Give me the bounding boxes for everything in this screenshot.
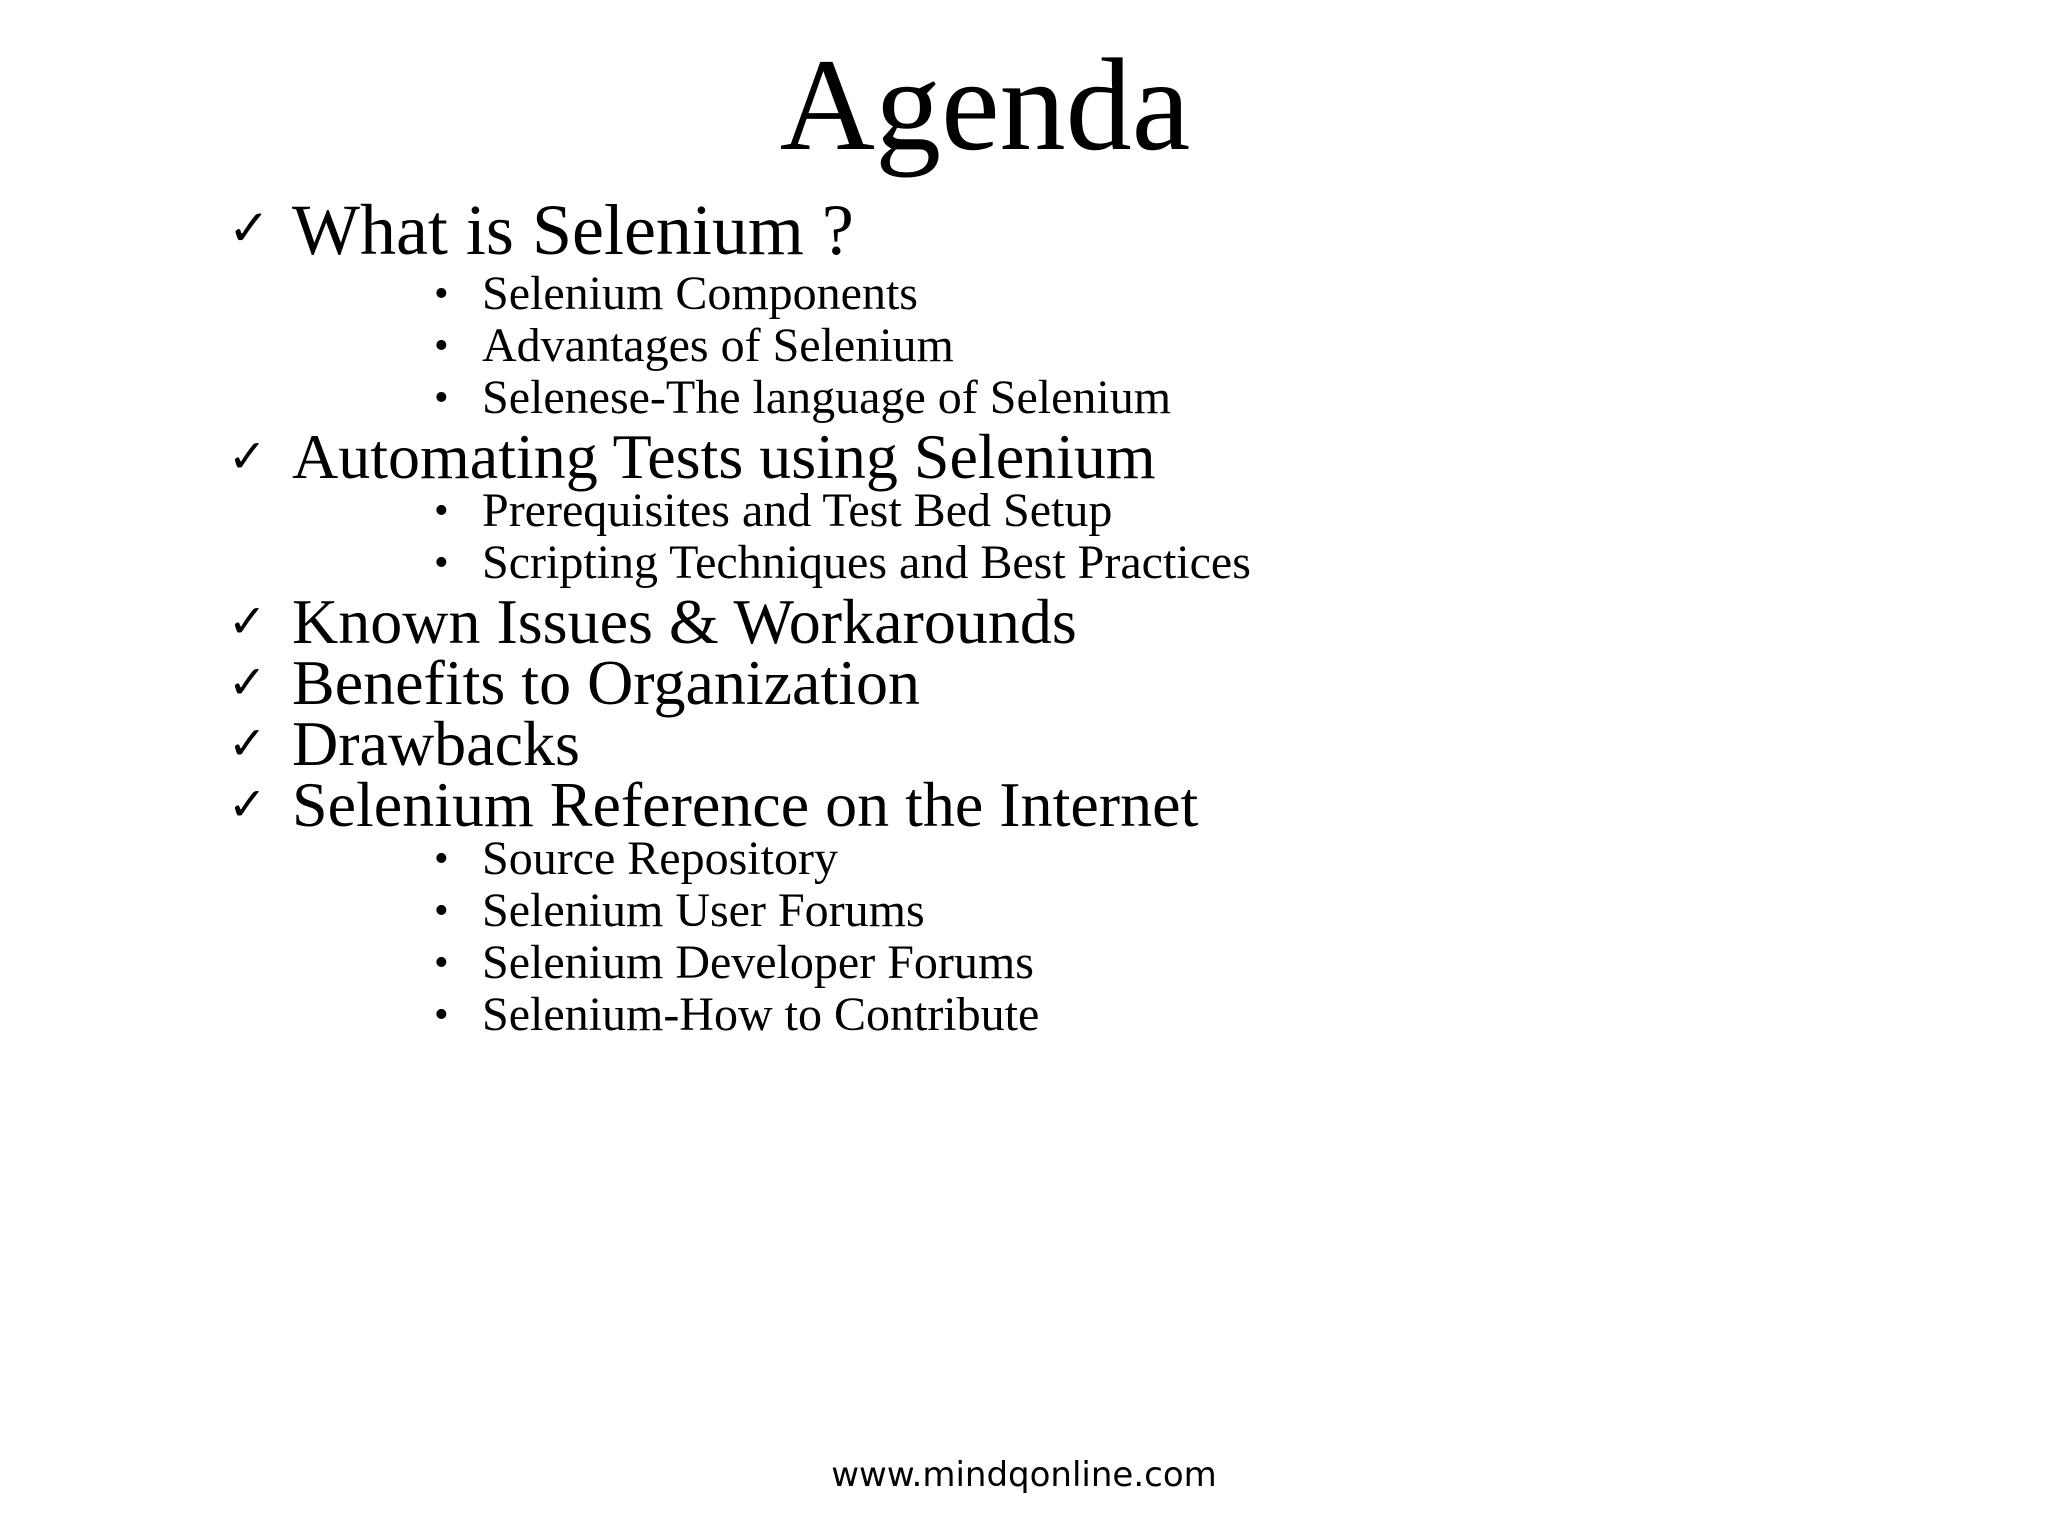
check-mark-icon: ✓	[228, 716, 267, 770]
bullet-dot-icon: •	[434, 323, 449, 369]
agenda-topic-label: Known Issues & Workarounds	[292, 586, 1077, 657]
agenda-topic-label: Benefits to Organization	[292, 647, 920, 718]
agenda-topic	[228, 708, 1928, 779]
agenda-subitem	[434, 833, 1928, 885]
check-mark-icon: ✓	[228, 594, 267, 648]
check-mark-icon: ✓	[228, 655, 267, 709]
agenda-subitem-label: Source Repository	[482, 832, 838, 885]
agenda-topic	[228, 190, 1928, 270]
agenda-topic-label: Automating Tests using Selenium	[292, 421, 1156, 492]
agenda-subitem-label: Scripting Techniques and Best Practices	[482, 536, 1251, 589]
agenda-subitem-label: Selenese-The language of Selenium	[482, 371, 1172, 424]
footer-website: www.mindqonline.com	[831, 1455, 1217, 1495]
agenda-subitem	[434, 989, 1928, 1041]
agenda-subitems	[228, 268, 1928, 424]
check-mark-icon: ✓	[228, 199, 270, 257]
slide-title: Agenda	[779, 31, 1191, 178]
bullet-dot-icon: •	[434, 836, 449, 882]
agenda-subitems	[228, 833, 1928, 1041]
agenda-subitem	[434, 885, 1928, 937]
bullet-dot-icon: •	[434, 540, 449, 586]
agenda-subitem	[434, 320, 1928, 372]
bullet-dot-icon: •	[434, 488, 449, 534]
agenda-topic	[228, 647, 1928, 718]
agenda-topic	[228, 421, 1928, 492]
agenda-topic-label: Drawbacks	[292, 708, 580, 779]
bullet-dot-icon: •	[434, 271, 449, 317]
agenda-topic	[228, 769, 1928, 840]
agenda-subitems	[228, 485, 1928, 589]
agenda-subitem	[434, 485, 1928, 537]
agenda-subitem-label: Selenium Developer Forums	[482, 936, 1034, 989]
agenda-list	[228, 190, 1928, 1043]
agenda-subitem-label: Prerequisites and Test Bed Setup	[482, 484, 1113, 537]
bullet-dot-icon: •	[434, 375, 449, 421]
bullet-dot-icon: •	[434, 940, 449, 986]
agenda-topic-label: What is Selenium ?	[292, 190, 854, 270]
agenda-subitem-label: Selenium Components	[482, 267, 918, 320]
agenda-subitem	[434, 537, 1928, 589]
agenda-subitem-label: Selenium-How to Contribute	[482, 988, 1040, 1041]
check-mark-icon: ✓	[228, 429, 267, 483]
agenda-topic	[228, 586, 1928, 657]
bullet-dot-icon: •	[434, 888, 449, 934]
check-mark-icon: ✓	[228, 777, 267, 831]
agenda-topic-label: Selenium Reference on the Internet	[292, 769, 1199, 840]
agenda-subitem	[434, 937, 1928, 989]
agenda-subitem	[434, 268, 1928, 320]
agenda-subitem-label: Selenium User Forums	[482, 884, 925, 937]
agenda-subitem-label: Advantages of Selenium	[482, 319, 954, 372]
agenda-subitem	[434, 372, 1928, 424]
bullet-dot-icon: •	[434, 992, 449, 1038]
